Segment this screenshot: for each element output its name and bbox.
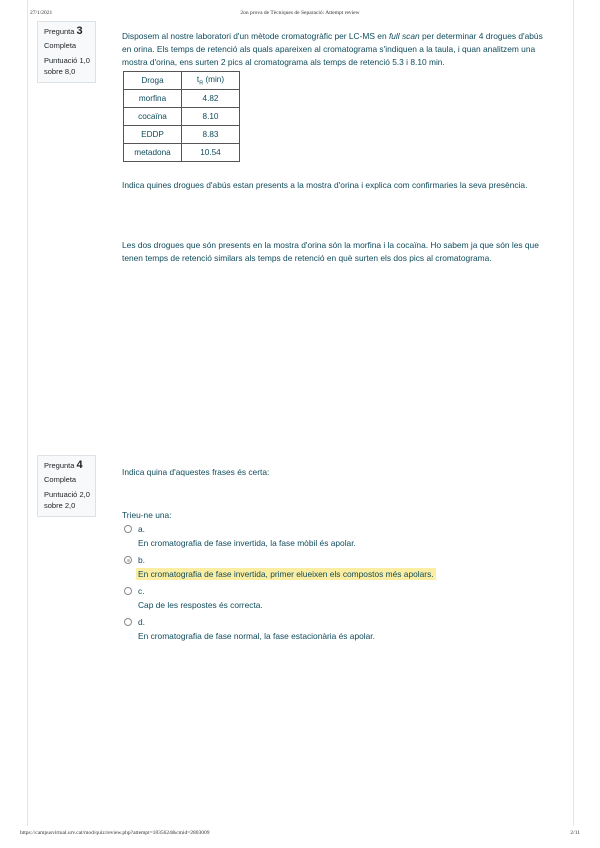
question-3-text-part2: per determinar 4 drogues d'abús en orina. Els temps de retenció als quals apareixen al cromatograma s'indiquen a la taula, i quan analitzem una mostra d'orina, ens surten 2 pics al cromatograma als temps de retenció 5.3 i 8.10 min. (122, 31, 543, 67)
table-header-row (124, 72, 240, 90)
table-row (124, 144, 240, 162)
question-3-info (37, 21, 96, 83)
radio-a[interactable] (124, 525, 132, 533)
table-cell-time: 8.10 (182, 108, 240, 126)
question-3-text-italic: full scan (388, 31, 420, 41)
question-grade-line1: Puntuació 1,0 (44, 56, 90, 65)
option-b[interactable] (124, 554, 544, 585)
table-header-drug: Droga (124, 72, 182, 90)
print-page-number: 2/11 (570, 830, 580, 836)
tr-unit: (min) (203, 74, 225, 84)
option-letter: b. (138, 555, 145, 565)
question-4-prompt: Indica quina d'aquestes frases és certa: (122, 467, 270, 477)
table-row (124, 90, 240, 108)
table-cell-drug: EDDP (124, 126, 182, 144)
question-number: 4 (76, 459, 83, 471)
question-3-text (122, 30, 552, 68)
retention-time-table (123, 71, 240, 162)
print-url: https://campusvirtual.urv.cat/mod/quiz/review.php?attempt=1835624&cmid=2803009 (20, 830, 210, 836)
question-state: Completa (44, 41, 77, 50)
answer-options (124, 523, 544, 647)
table-row (124, 126, 240, 144)
radio-c[interactable] (124, 587, 132, 595)
question-grade-line2: sobre 8,0 (44, 67, 76, 76)
option-text: En cromatografia de fase invertida, la fase mòbil és apolar. (138, 538, 356, 548)
question-3-answer: Les dos drogues que són presents en la mostra d'orina són la morfina i la cocaïna. Ho sabem ja que són les que tenen temps de retenció similars als temps de retenció en què surten els dos pics al cromatograma. (122, 240, 539, 263)
question-state: Completa (44, 475, 77, 484)
question-label: Pregunta (44, 461, 75, 470)
print-title: 2on prova de Tècniques de Separació: Attempt review (240, 10, 360, 16)
option-c[interactable] (124, 585, 544, 616)
option-text: En cromatografia de fase normal, la fase estacionària és apolar. (138, 631, 375, 641)
question-grade-line1: Puntuació 2,0 (44, 490, 90, 499)
option-d[interactable] (124, 616, 544, 647)
table-cell-time: 4.82 (182, 90, 240, 108)
table-header-time (182, 72, 240, 90)
choose-one-label: Trieu-ne una: (122, 510, 172, 520)
question-number: 3 (76, 25, 83, 37)
tr-symbol: t (196, 74, 200, 84)
page-frame (27, 0, 574, 826)
option-letter: a. (138, 524, 145, 534)
table-cell-drug: cocaïna (124, 108, 182, 126)
table-cell-drug: morfina (124, 90, 182, 108)
option-letter: c. (138, 586, 145, 596)
option-text: Cap de les respostes és correcta. (138, 600, 263, 610)
option-a[interactable] (124, 523, 544, 554)
tr-subscript: R (199, 80, 204, 87)
option-letter: d. (138, 617, 145, 627)
question-grade-line2: sobre 2,0 (44, 501, 76, 510)
question-3-prompt: Indica quines drogues d'abús estan presents a la mostra d'orina i explica com confirmaries la seva presència. (122, 180, 528, 190)
radio-b[interactable] (124, 556, 132, 564)
question-3-text-part1: Disposem al nostre laboratori d'un mètode cromatogràfic per LC-MS en (122, 31, 389, 41)
table-cell-drug: metadona (124, 144, 182, 162)
question-4-info (37, 455, 96, 517)
radio-d[interactable] (124, 618, 132, 626)
print-date: 27/1/2021 (30, 10, 53, 16)
question-label: Pregunta (44, 27, 75, 36)
table-cell-time: 10.54 (182, 144, 240, 162)
table-cell-time: 8.83 (182, 126, 240, 144)
option-text-selected: En cromatografia de fase invertida, primer elueixen els compostos més apolars. (138, 569, 434, 579)
table-row (124, 108, 240, 126)
